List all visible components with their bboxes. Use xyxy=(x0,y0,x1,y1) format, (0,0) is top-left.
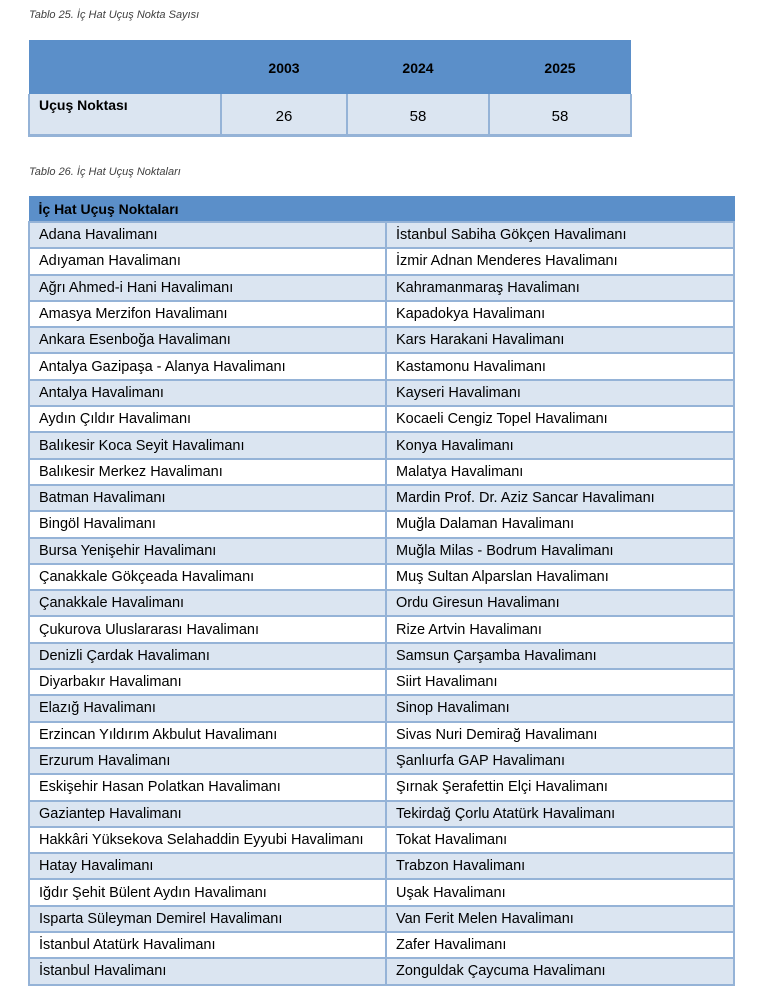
airport-cell-right: Kastamonu Havalimanı xyxy=(386,353,734,379)
airport-cell-left: İstanbul Havalimanı xyxy=(29,958,386,984)
airport-cell-left: Ağrı Ahmed-i Hani Havalimanı xyxy=(29,275,386,301)
airport-cell-left: Erzurum Havalimanı xyxy=(29,748,386,774)
airport-cell-right: Uşak Havalimanı xyxy=(386,879,734,905)
table-row xyxy=(29,564,734,590)
airport-cell-left: Balıkesir Koca Seyit Havalimanı xyxy=(29,432,386,458)
airport-cell-right: Mardin Prof. Dr. Aziz Sancar Havalimanı xyxy=(386,485,734,511)
table-row xyxy=(29,406,734,432)
table-row xyxy=(29,774,734,800)
airport-cell-right: Muğla Dalaman Havalimanı xyxy=(386,511,734,537)
table-row xyxy=(29,643,734,669)
airport-cell-left: Batman Havalimanı xyxy=(29,485,386,511)
table-row xyxy=(29,932,734,958)
airport-cell-left: Antalya Havalimanı xyxy=(29,380,386,406)
table-row xyxy=(29,485,734,511)
table-row xyxy=(29,748,734,774)
header-year-2025: 2025 xyxy=(489,40,631,94)
table-row xyxy=(29,248,734,274)
airport-cell-left: Çanakkale Gökçeada Havalimanı xyxy=(29,564,386,590)
airport-cell-right: Kahramanmaraş Havalimanı xyxy=(386,275,734,301)
table-row xyxy=(29,380,734,406)
table-row xyxy=(29,827,734,853)
table-row xyxy=(29,906,734,932)
table-row xyxy=(29,353,734,379)
airport-cell-left: Ankara Esenboğa Havalimanı xyxy=(29,327,386,353)
airport-cell-left: Bingöl Havalimanı xyxy=(29,511,386,537)
table-row xyxy=(29,853,734,879)
table-row xyxy=(29,669,734,695)
airport-cell-left: Çukurova Uluslararası Havalimanı xyxy=(29,616,386,642)
airport-cell-left: Iğdır Şehit Bülent Aydın Havalimanı xyxy=(29,879,386,905)
value-2024: 58 xyxy=(347,94,489,136)
table-row xyxy=(29,459,734,485)
airport-cell-right: Samsun Çarşamba Havalimanı xyxy=(386,643,734,669)
table-row xyxy=(29,327,734,353)
table-row xyxy=(29,695,734,721)
airport-cell-right: Ordu Giresun Havalimanı xyxy=(386,590,734,616)
row-label: Uçuş Noktası xyxy=(29,94,221,136)
airport-cell-right: Muğla Milas - Bodrum Havalimanı xyxy=(386,538,734,564)
table-row xyxy=(29,722,734,748)
header-empty xyxy=(29,40,221,94)
airport-cell-left: Hakkâri Yüksekova Selahaddin Eyyubi Havalimanı xyxy=(29,827,386,853)
airport-cell-left: Aydın Çıldır Havalimanı xyxy=(29,406,386,432)
airport-cell-left: Bursa Yenişehir Havalimanı xyxy=(29,538,386,564)
airport-cell-right: Kocaeli Cengiz Topel Havalimanı xyxy=(386,406,734,432)
table-row xyxy=(29,301,734,327)
airport-cell-right: Trabzon Havalimanı xyxy=(386,853,734,879)
airport-cell-right: Tokat Havalimanı xyxy=(386,827,734,853)
flight-destination-count-table xyxy=(28,40,632,137)
airport-cell-right: Muş Sultan Alparslan Havalimanı xyxy=(386,564,734,590)
airport-cell-left: Denizli Çardak Havalimanı xyxy=(29,643,386,669)
table-row xyxy=(29,879,734,905)
airport-cell-right: Kars Harakani Havalimanı xyxy=(386,327,734,353)
value-2025: 58 xyxy=(489,94,631,136)
table-header-row xyxy=(29,197,734,223)
airport-cell-right: Zafer Havalimanı xyxy=(386,932,734,958)
airport-cell-left: Antalya Gazipaşa - Alanya Havalimanı xyxy=(29,353,386,379)
airport-cell-right: İstanbul Sabiha Gökçen Havalimanı xyxy=(386,222,734,248)
airport-cell-left: Hatay Havalimanı xyxy=(29,853,386,879)
table-row xyxy=(29,222,734,248)
table-row xyxy=(29,590,734,616)
airport-cell-right: Kayseri Havalimanı xyxy=(386,380,734,406)
airport-cell-right: Şırnak Şerafettin Elçi Havalimanı xyxy=(386,774,734,800)
airport-cell-left: Erzincan Yıldırım Akbulut Havalimanı xyxy=(29,722,386,748)
airport-cell-right: Malatya Havalimanı xyxy=(386,459,734,485)
airport-cell-left: Çanakkale Havalimanı xyxy=(29,590,386,616)
table-26-caption: Tablo 26. İç Hat Uçuş Noktaları xyxy=(29,166,181,178)
airport-cell-left: Diyarbakır Havalimanı xyxy=(29,669,386,695)
airport-cell-left: Adana Havalimanı xyxy=(29,222,386,248)
airport-cell-right: Rize Artvin Havalimanı xyxy=(386,616,734,642)
table-header-row xyxy=(29,40,631,94)
table-row xyxy=(29,616,734,642)
airport-cell-left: Elazığ Havalimanı xyxy=(29,695,386,721)
table-row xyxy=(29,958,734,984)
airport-cell-left: Gaziantep Havalimanı xyxy=(29,801,386,827)
table-body xyxy=(29,222,734,985)
table-25-caption: Tablo 25. İç Hat Uçuş Nokta Sayısı xyxy=(29,9,200,21)
header-year-2003: 2003 xyxy=(221,40,347,94)
airport-cell-right: Tekirdağ Çorlu Atatürk Havalimanı xyxy=(386,801,734,827)
table-row xyxy=(29,275,734,301)
airport-cell-right: İzmir Adnan Menderes Havalimanı xyxy=(386,248,734,274)
table-header: İç Hat Uçuş Noktaları xyxy=(29,197,734,223)
table-row xyxy=(29,511,734,537)
airport-cell-right: Sinop Havalimanı xyxy=(386,695,734,721)
domestic-destinations-table xyxy=(28,196,735,986)
table-row xyxy=(29,94,631,136)
airport-cell-left: Adıyaman Havalimanı xyxy=(29,248,386,274)
header-year-2024: 2024 xyxy=(347,40,489,94)
airport-cell-left: Balıkesir Merkez Havalimanı xyxy=(29,459,386,485)
airport-cell-left: Eskişehir Hasan Polatkan Havalimanı xyxy=(29,774,386,800)
airport-cell-right: Zonguldak Çaycuma Havalimanı xyxy=(386,958,734,984)
table-row xyxy=(29,801,734,827)
airport-cell-right: Siirt Havalimanı xyxy=(386,669,734,695)
airport-cell-left: İstanbul Atatürk Havalimanı xyxy=(29,932,386,958)
airport-cell-right: Sivas Nuri Demirağ Havalimanı xyxy=(386,722,734,748)
airport-cell-right: Kapadokya Havalimanı xyxy=(386,301,734,327)
airport-cell-right: Van Ferit Melen Havalimanı xyxy=(386,906,734,932)
airport-cell-left: Isparta Süleyman Demirel Havalimanı xyxy=(29,906,386,932)
value-2003: 26 xyxy=(221,94,347,136)
airport-cell-right: Şanlıurfa GAP Havalimanı xyxy=(386,748,734,774)
airport-cell-left: Amasya Merzifon Havalimanı xyxy=(29,301,386,327)
airport-cell-right: Konya Havalimanı xyxy=(386,432,734,458)
table-row xyxy=(29,538,734,564)
table-row xyxy=(29,432,734,458)
